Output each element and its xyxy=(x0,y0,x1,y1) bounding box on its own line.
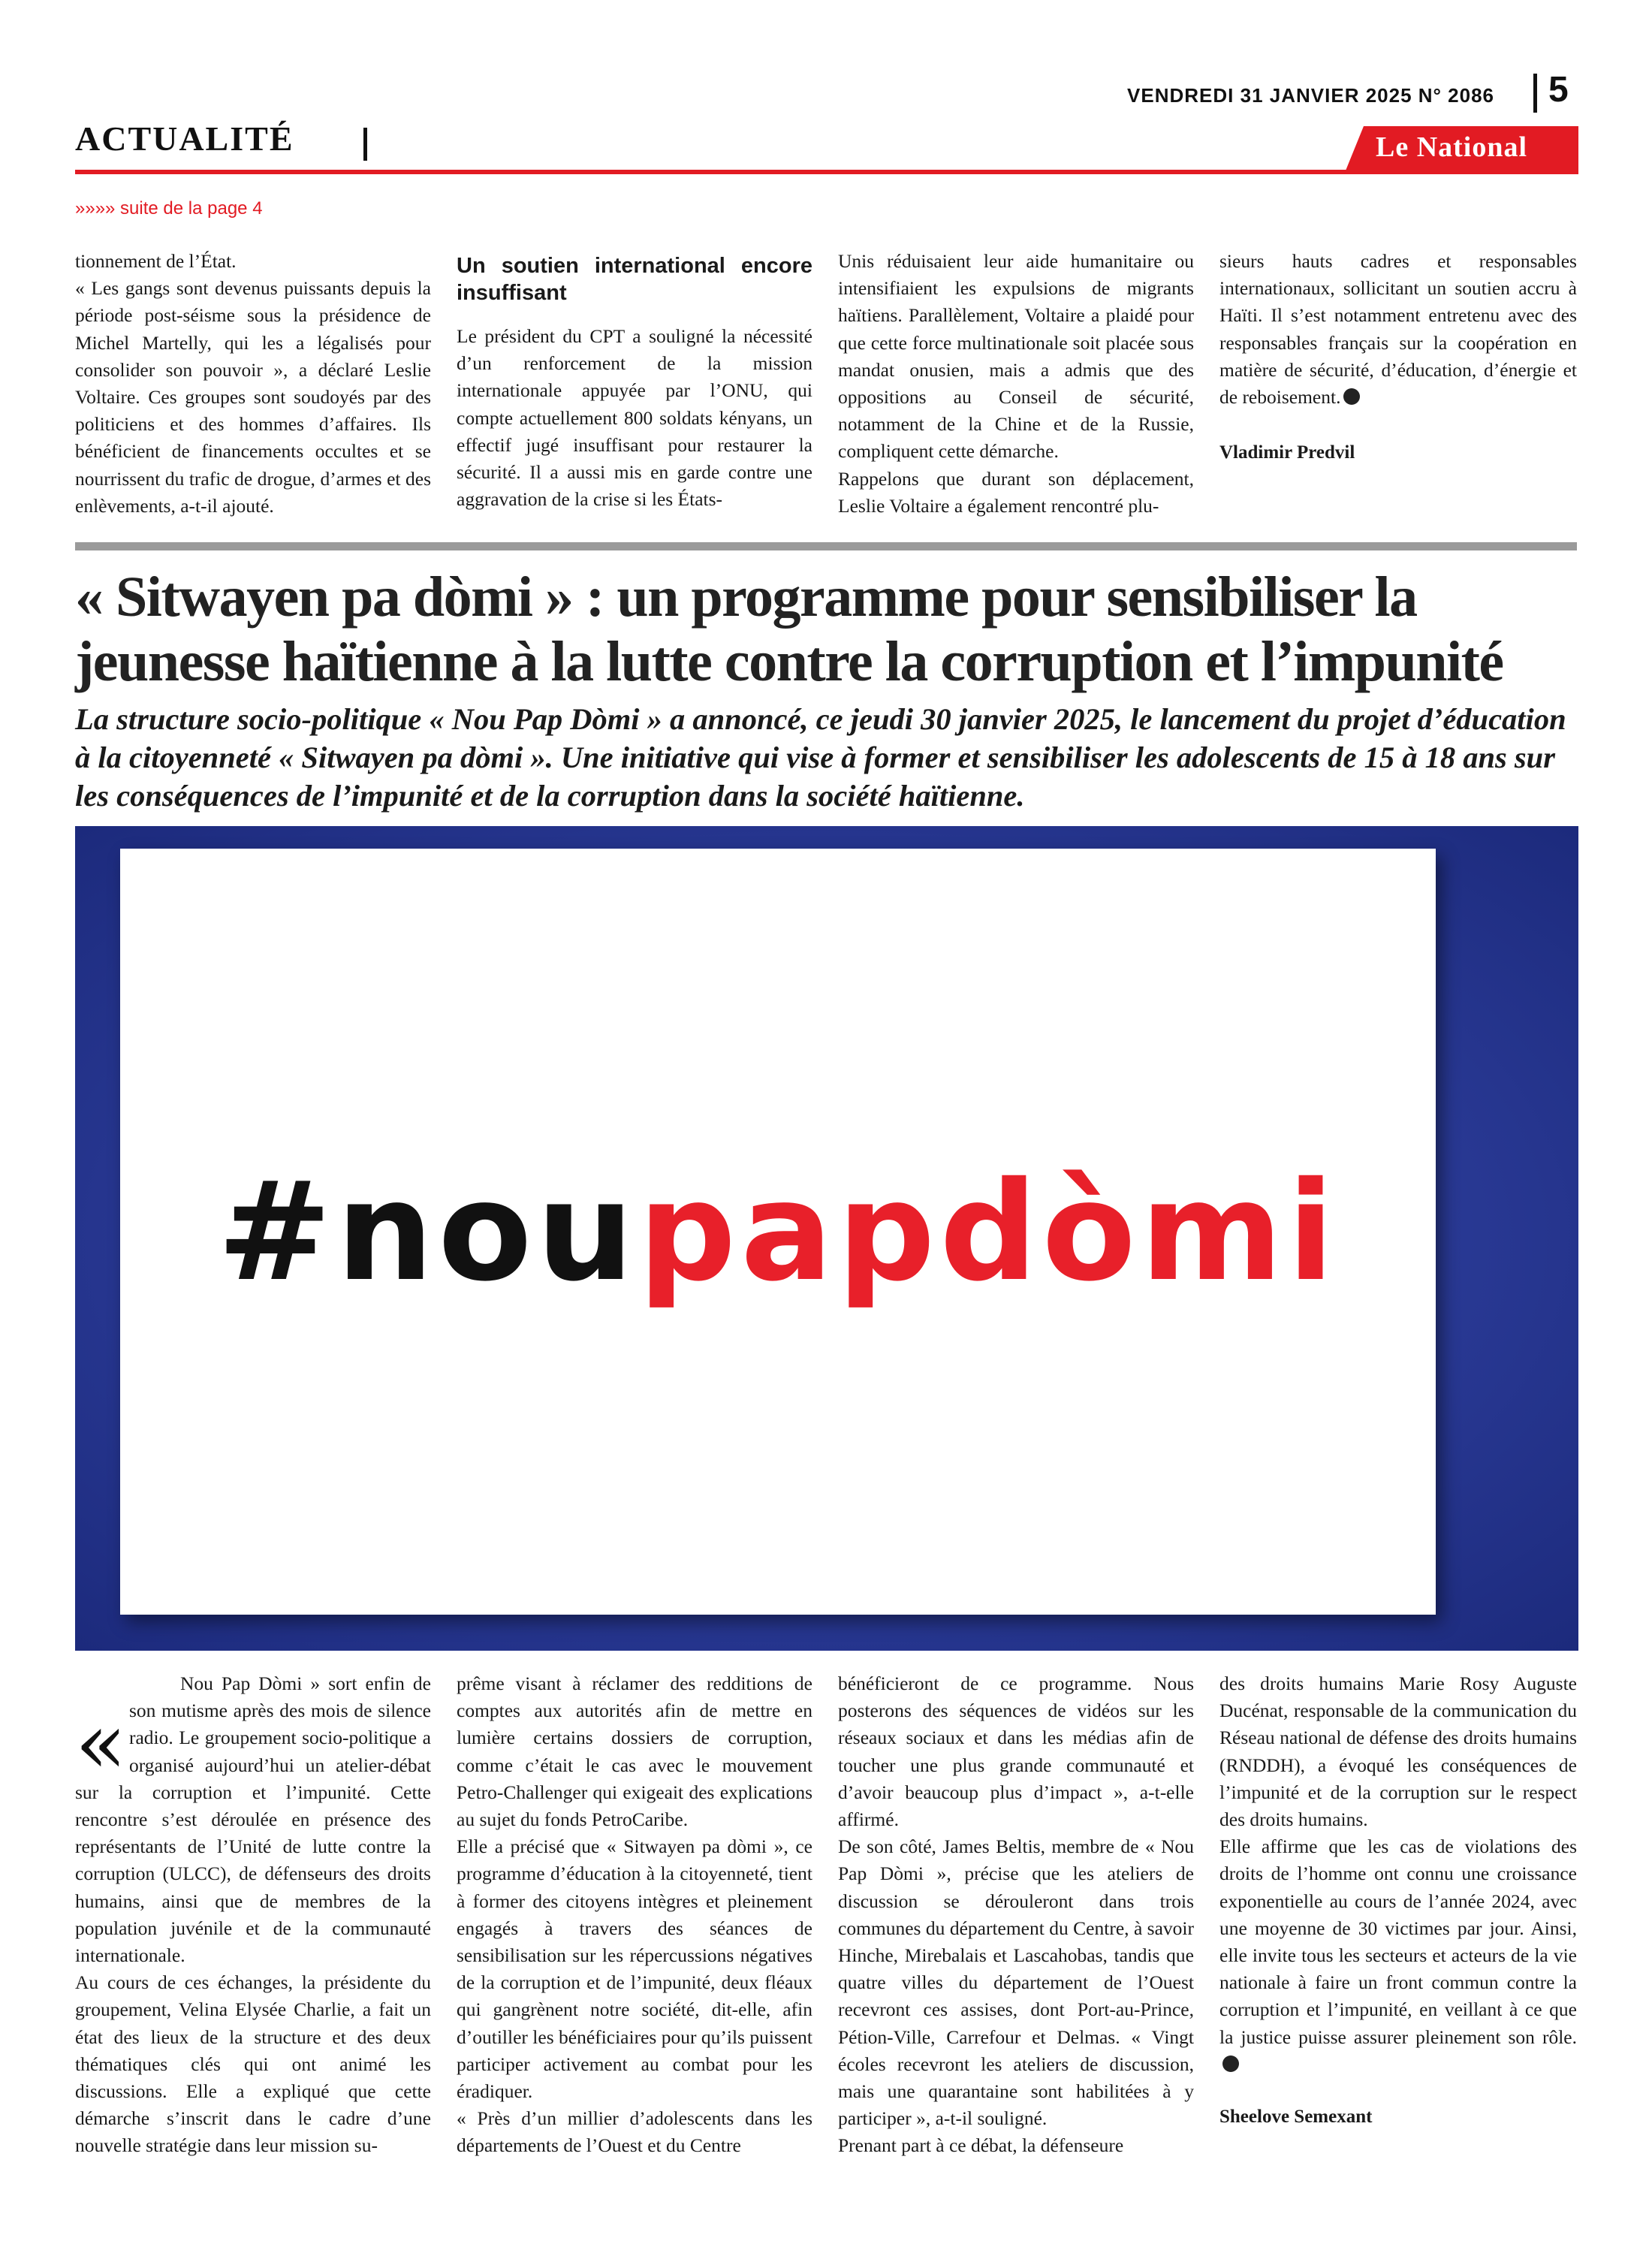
paragraph: « Près d’un millier d’adolescents dans les départements de l’Ouest et du Centre xyxy=(457,2107,812,2157)
hashtag-red-part: papdòmi xyxy=(638,1152,1339,1311)
paragraph-text: Nou Pap Dòmi » sort enfin de son mutisme après des mois de silence radio. Le groupement socio-politique a organisé aujourd’hui un atelier-débat sur la corruption et l’impunité. Cette rencontre s’est déroulée en présence des représentants de l’Unité de lutte contre la corruption (ULCC), de défenseurs des droits humains, ainsi que de membres de la population juvénile et de la communauté internationale. xyxy=(75,1672,431,1967)
main-article-column-4 xyxy=(1219,1670,1577,2131)
headline: « Sitwayen pa dòmi » : un programme pour sensibiliser la jeunesse haïtienne à la lutte contre la corruption et l’impunité xyxy=(75,566,1503,693)
paragraph: des droits humains Marie Rosy Auguste Ducénat, responsable de la communication du Réseau national de défense des droits humains (RNDDH), a évoqué les conséquences de l’impunité et de la corruption sur le respect des droits humains. xyxy=(1219,1672,1577,1831)
top-article-column-4 xyxy=(1219,248,1577,466)
paragraph: De son côté, James Beltis, membre de « Nou Pap Dòmi », précise que les ateliers de discussion se dérouleront dans trois communes du département du Centre, à savoir Hinche, Mirebalais et Lascahobas, tandis que quatre villes du département de l’Ouest recevront ces assises, dont Port-au-Prince, Pétion-Ville, Carrefour et Delmas. « Vingt écoles recevront les ateliers de discussion, mais une quarantaine sont habilitées à y participer », a-t-il souligné. xyxy=(838,1835,1194,2130)
paragraph xyxy=(75,1670,431,1969)
paragraph-text: Elle affirme que les cas de violations des droits de l’homme ont connu une croissance exponentielle au cours de l’année 2024, avec une moyenne de 30 victimes par jour. Ainsi, elle invite tous les secteurs et acteurs de la vie nationale à faire un front commun contre la corruption et l’impunité, en veillant à ce que la justice puisse assurer pleinement son rôle. xyxy=(1219,1835,1577,2048)
continued-from-note: »»»» suite de la page 4 xyxy=(75,198,263,219)
section-divider xyxy=(363,128,367,161)
end-of-article-icon xyxy=(1222,2055,1239,2072)
paragraph-text: sieurs hauts cadres et responsables internationaux, sollicitant un soutien accru à Haïti. Il s’est notamment entretenu avec des responsables français sur la coopération en matière de sécurité, d’éducation, d’énergie et de reboisement. xyxy=(1219,250,1577,409)
hashtag-black-part: #nou xyxy=(217,1152,638,1311)
paragraph xyxy=(1219,248,1577,411)
standfirst: La structure socio-politique « Nou Pap Dòmi » a annoncé, ce jeudi 30 janvier 2025, le lancement du projet d’éducation à la citoyenneté « Sitwayen pa dòmi ». Une initiative qui vise à former et sensibiliser les adolescents de 15 à 18 ans sur les conséquences de l’impunité et de la corruption dans la société haïtienne. xyxy=(75,702,1566,813)
subheading: Un soutien international encore insuffisant xyxy=(457,254,812,305)
paragraph: Le président du CPT a souligné la nécessité d’un renforcement de la mission internationale appuyée par l’ONU, qui compte actuellement 800 soldats kényans, un effectif jugé insuffisant pour restaurer la sécurité. Il a aussi mis en garde contre une aggravation de la crise si les États- xyxy=(457,325,812,511)
paragraph: Unis réduisaient leur aide humanitaire ou intensifiaient les expulsions de migrants haïtiens. Parallèlement, Voltaire a plaidé pour que cette force multinationale soit placée sous mandat onusien, mais a admis que des oppositions au Conseil de sécurité, notamment de la Chine et de la Russie, compliquent cette démarche. xyxy=(838,250,1194,463)
paragraph xyxy=(1219,1833,1577,2078)
section-title: ACTUALITÉ xyxy=(75,119,294,158)
end-of-article-icon xyxy=(1343,388,1360,405)
main-article-column-3 xyxy=(838,1670,1194,2160)
paragraph: bénéficieront de ce programme. Nous posterons des séquences de vidéos sur les réseaux sociaux et dans les médias afin de toucher une plus grande communauté et d’avoir beaucoup plus d’impact », a-t-elle affirmé. xyxy=(838,1672,1194,1831)
page-number: 5 xyxy=(1548,70,1569,110)
brand-name: Le National xyxy=(1376,131,1528,163)
paragraph: Elle a précisé que « Sitwayen pa dòmi », ce programme d’éducation à la citoyenneté, tient à former des citoyens intègres et pleinement engagés à travers des séances de sensibilisation sur les répercussions négatives de la corruption et de l’impunité, deux fléaux qui gangrènent notre société, dit-elle, afin d’outiller les bénéficiaires pour qu’ils puissent participer activement au combat pour les éradiquer. xyxy=(457,1835,812,2103)
paragraph: Prenant part à ce débat, la défenseure xyxy=(838,2134,1124,2157)
article-separator-rule xyxy=(75,542,1577,550)
paragraph: tionnement de l’État. xyxy=(75,250,237,272)
byline: Vladimir Predvil xyxy=(1219,442,1355,463)
page-number-divider xyxy=(1533,74,1537,113)
paragraph: Au cours de ces échanges, la présidente du groupement, Velina Elysée Charlie, a fait un état des lieux de la structure et des deux thématiques clés qui ont animé les discussions. Elle a expliqué que cette démarche s’inscrit dans le cadre d’une nouvelle stratégie dans leur mission su- xyxy=(75,1971,431,2157)
top-article-column-3 xyxy=(838,248,1194,520)
paragraph: « Les gangs sont devenus puissants depuis la période post-séisme sous la présidence de Michel Martelly, qui les a légalisés pour consolider son pouvoir », a déclaré Leslie Voltaire. Ces groupes sont soudoyés par des politiciens et des hommes d’affaires. Ils bénéficient de financements occultes et se nourrissent du trafic de drogue, d’armes et des enlèvements, a-t-il ajouté. xyxy=(75,277,431,517)
top-article-column-2 xyxy=(457,252,812,513)
paragraph: prême visant à réclamer des redditions de comptes aux autorités afin de mettre en lumière certains dossiers de corruption, comme c’était le cas avec le mouvement Petro-Challenger qui exigeait des explications au sujet du fonds PetroCaribe. xyxy=(457,1672,812,1831)
date-issue-line: VENDREDI 31 JANVIER 2025 N° 2086 xyxy=(1127,84,1494,107)
paragraph: Rappelons que durant son déplacement, Leslie Voltaire a également rencontré plu- xyxy=(838,467,1194,517)
drop-cap-quote: « xyxy=(75,1695,127,1793)
hashtag-logo xyxy=(120,849,1436,1615)
main-article-column-1 xyxy=(75,1670,431,2160)
byline: Sheelove Semexant xyxy=(1219,2107,1373,2128)
drop-cap-spacer xyxy=(75,1694,129,1772)
main-article-column-2 xyxy=(457,1670,812,2160)
top-article-column-1 xyxy=(75,248,431,520)
